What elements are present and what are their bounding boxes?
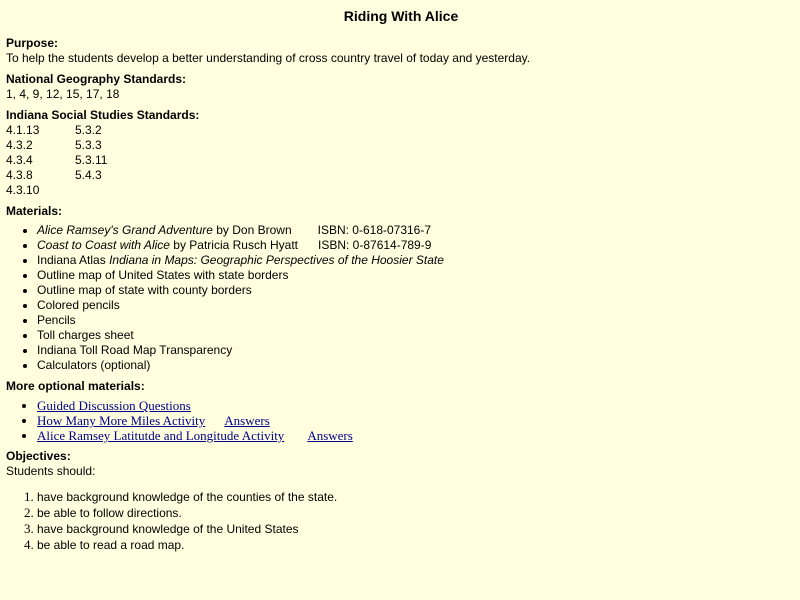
list-item: • Outline map of United States with state borders <box>37 268 796 283</box>
atlas-prefix: Indiana Atlas <box>37 253 110 267</box>
lat-long-answers-link[interactable]: Answers <box>307 428 353 443</box>
national-standards-section <box>6 72 796 102</box>
standards-grid <box>6 123 796 198</box>
miles-activity-link[interactable]: How Many More Miles Activity <box>37 413 206 428</box>
list-item: • Pencils <box>37 313 796 328</box>
materials-heading: Materials: <box>6 204 63 218</box>
atlas-title: Indiana in Maps: Geographic Perspectives of the Hoosier State <box>109 253 444 267</box>
indiana-standards-heading: Indiana Social Studies Standards: <box>6 108 200 122</box>
list-item <box>37 413 796 428</box>
book-title: Coast to Coast with Alice <box>37 238 170 252</box>
list-item <box>37 428 796 443</box>
optional-materials-section <box>6 379 796 443</box>
standard-code: 5.3.2 <box>75 123 102 137</box>
list-item: 1. have background knowledge of the counties of the state. <box>37 489 796 505</box>
list-item: 3. have background knowledge of the United States <box>37 521 796 537</box>
objectives-intro: Students should: <box>6 464 96 478</box>
book-isbn: ISBN: 0-618-07316-7 <box>317 223 432 237</box>
standard-code: 5.4.3 <box>75 168 102 182</box>
list-item <box>37 238 796 253</box>
purpose-heading: Purpose: <box>6 36 59 50</box>
list-item: • Colored pencils <box>37 298 796 313</box>
standard-code: 5.3.3 <box>75 138 102 152</box>
list-item <box>37 253 796 268</box>
lat-long-activity-link[interactable]: Alice Ramsey Latitutde and Longitude Activity <box>37 428 285 443</box>
list-item: 2. be able to follow directions. <box>37 505 796 521</box>
list-item: • Outline map of state with county borders <box>37 283 796 298</box>
list-item: 4. be able to read a road map. <box>37 537 796 553</box>
miles-answers-link[interactable]: Answers <box>224 413 270 428</box>
purpose-text: To help the students develop a better understanding of cross country travel of today and yesterday. <box>6 51 531 65</box>
document-page <box>6 0 796 553</box>
list-item: • Toll charges sheet <box>37 328 796 343</box>
purpose-section <box>6 36 796 66</box>
indiana-standards-section <box>6 108 796 198</box>
list-item: • Indiana Toll Road Map Transparency <box>37 343 796 358</box>
standard-code: 5.3.11 <box>75 153 108 167</box>
list-item <box>37 398 796 413</box>
list-item: • Calculators (optional) <box>37 358 796 373</box>
guided-discussion-link[interactable]: Guided Discussion Questions <box>37 398 191 413</box>
page-title: Riding With Alice <box>343 8 459 24</box>
materials-list <box>6 223 796 373</box>
objectives-section <box>6 449 796 553</box>
book-author: by Patricia Rusch Hyatt <box>169 238 298 252</box>
national-standards-text: 1, 4, 9, 12, 15, 17, 18 <box>6 87 120 101</box>
optional-materials-list <box>6 398 796 443</box>
standard-code: 4.3.4 <box>6 153 33 167</box>
book-title: Alice Ramsey's Grand Adventure <box>37 223 213 237</box>
standard-code: 4.3.2 <box>6 138 33 152</box>
national-standards-heading: National Geography Standards: <box>6 72 187 86</box>
objectives-list <box>6 489 796 553</box>
optional-materials-heading: More optional materials: <box>6 379 145 393</box>
standard-code: 4.1.13 <box>6 123 40 137</box>
book-author: by Don Brown <box>212 223 292 237</box>
objectives-heading: Objectives: <box>6 449 71 463</box>
standard-code <box>75 183 155 198</box>
materials-section <box>6 204 796 373</box>
book-isbn: ISBN: 0-87614-789-9 <box>318 238 432 252</box>
standard-code: 4.3.10 <box>6 183 40 197</box>
list-item <box>37 223 796 238</box>
standard-code: 4.3.8 <box>6 168 33 182</box>
